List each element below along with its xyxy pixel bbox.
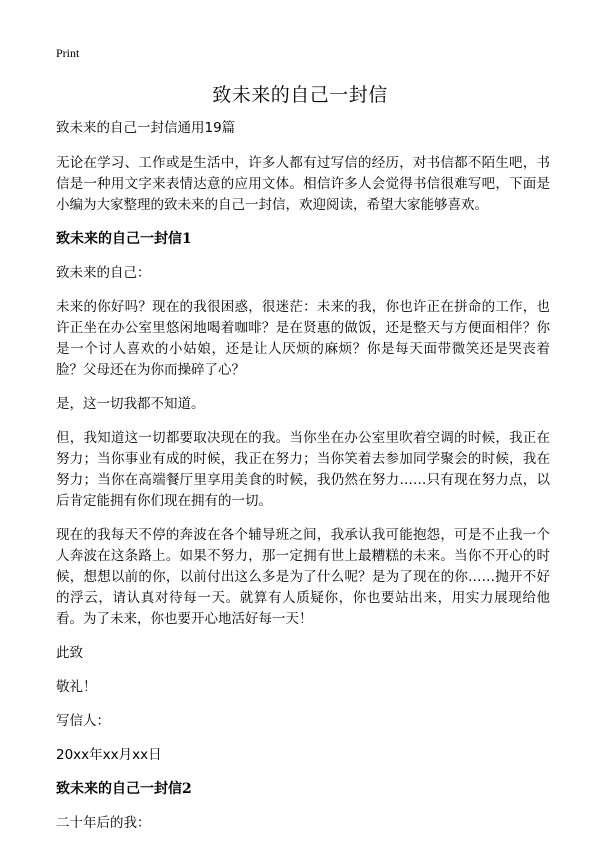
page-title: 致未来的自己一封信 bbox=[212, 84, 388, 106]
letter-1-closing-1: 此致 bbox=[56, 645, 83, 661]
letter-1-paragraph-4: 现在的我每天不停的奔波在各个辅导班之间，我承认我可能抱怨，可是不止我一个人奔波在这条路上。如果不努力，那一定拥有世上最糟糕的未来。当你不开心的时候，想想以前的你，以前付出这么多是为了什么呢？是为了现在的你……抛开不好的浮云，请认真对待每一天。就算有人质疑你，你也要站出来，用实力展现给他看。为了未来，你也要开心地活好每一天！ bbox=[56, 527, 550, 627]
print-link[interactable]: Print bbox=[56, 46, 80, 60]
letter-1-paragraph-2: 是，这一切我都不知道。 bbox=[56, 396, 205, 412]
letter-1-paragraph-3: 但，我知道这一切都要取决现在的我。当你坐在办公室里吹着空调的时候，我正在努力；当你事业有成的时候，我正在努力；当你笑着去参加同学聚会的时候，我在努力；当你在高端餐厅里享用美食的时候，我仍然在努力……只有现在努力点，以后肯定能拥有你们现在拥有的一切。 bbox=[56, 430, 550, 509]
letter-1-heading: 致未来的自己一封信1 bbox=[56, 231, 192, 247]
letter-1-greeting: 致未来的自己： bbox=[56, 265, 151, 281]
article-body bbox=[56, 118, 550, 847]
letter-1-paragraph-1: 未来的你好吗？现在的我很困惑，很迷茫：未来的我，你也许正在拼命的工作，也许正坐在办公室里悠闲地喝着咖啡？是在贤惠的做饭，还是整天与方便面相伴？你是一个讨人喜欢的小姑娘，还是让人厌烦的麻烦？你是每天面带微笑还是哭丧着脸？父母还在为你而操碎了心？ bbox=[56, 299, 550, 378]
letter-2-heading: 致未来的自己一封信2 bbox=[56, 781, 192, 797]
article-subtitle: 致未来的自己一封信通用19篇 bbox=[56, 120, 236, 136]
intro-paragraph: 无论在学习、工作或是生活中，许多人都有过写信的经历，对书信都不陌生吧，书信是一种用文字来表情达意的应用文体。相信许多人会觉得书信很难写吧，下面是小编为大家整理的致未来的自己一封信，欢迎阅读，希望大家能够喜欢。 bbox=[56, 155, 550, 213]
letter-1-date: 20xx年xx月xx日 bbox=[56, 747, 162, 763]
letter-1-closing-2: 敬礼！ bbox=[56, 679, 97, 695]
letter-2-greeting: 二十年后的我： bbox=[56, 815, 151, 831]
letter-1-signature: 写信人： bbox=[56, 713, 110, 729]
